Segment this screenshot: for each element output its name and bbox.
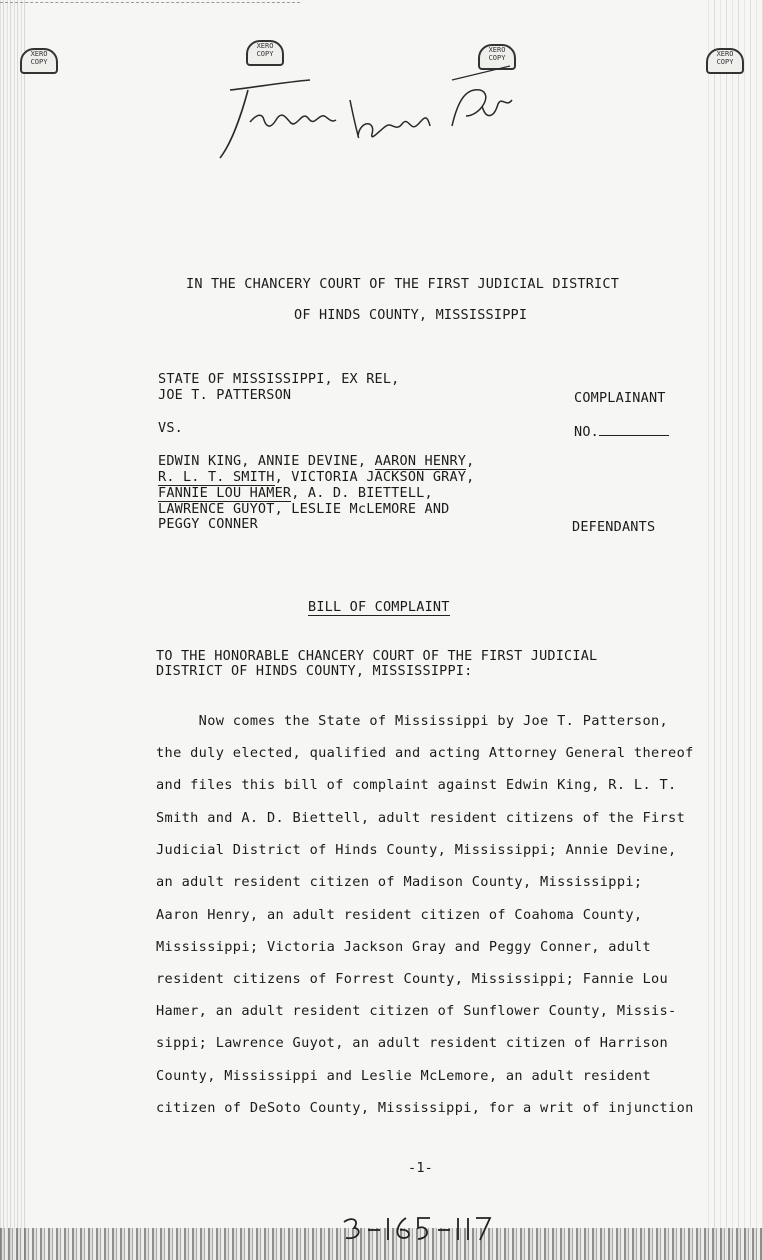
defendant-line-3: FANNIE LOU HAMER, A. D. BIETTELL, [158, 485, 433, 501]
body-line: Now comes the State of Mississippi by Joe T. Patterson, [156, 713, 669, 729]
body-line: sippi; Lawrence Guyot, an adult resident citizen of Harrison [156, 1035, 669, 1051]
body-line: Judicial District of Hinds County, Mississippi; Annie Devine, [156, 842, 677, 858]
page-number: -1- [408, 1160, 433, 1176]
body-line: an adult resident citizen of Madison County, Mississippi; [156, 874, 643, 890]
body-line: Hamer, an adult resident citizen of Sunflower County, Missis- [156, 1003, 677, 1019]
handwritten-annotation [190, 60, 520, 160]
body-line: Mississippi; Victoria Jackson Gray and Peggy Conner, adult [156, 939, 651, 955]
binder-clip-center-left: XERO COPY [246, 40, 284, 66]
versus-label: VS. [158, 420, 183, 436]
scan-top-dash [0, 2, 300, 3]
body-line: Aaron Henry, an adult resident citizen of Coahoma County, [156, 907, 643, 923]
binder-clip-left: XERO COPY [20, 48, 58, 74]
body-line: citizen of DeSoto County, Mississippi, for a writ of injunction [156, 1100, 694, 1116]
defendant-line-5: PEGGY CONNER [158, 516, 258, 532]
scan-edge-left [0, 0, 26, 1260]
address-line-2: DISTRICT OF HINDS COUNTY, MISSISSIPPI: [156, 663, 473, 679]
address-line-1: TO THE HONORABLE CHANCERY COURT OF THE FIRST JUDICIAL [156, 648, 598, 664]
body-line: resident citizens of Forrest County, Mississippi; Fannie Lou [156, 971, 669, 987]
defendants-label: DEFENDANTS [572, 519, 656, 535]
case-number-blank [599, 423, 669, 436]
plaintiff-line-2: JOE T. PATTERSON [158, 387, 292, 403]
body-line: Smith and A. D. Biettell, adult resident citizens of the First [156, 810, 686, 826]
body-line: the duly elected, qualified and acting Attorney General thereof [156, 745, 694, 761]
defendant-line-4: LAWRENCE GUYOT, LESLIE McLEMORE AND [158, 501, 450, 517]
defendant-line-2: R. L. T. SMITH, VICTORIA JACKSON GRAY, [158, 469, 475, 485]
handwritten-file-number [338, 1214, 498, 1244]
document-title: BILL OF COMPLAINT [308, 599, 450, 615]
defendant-line-1: EDWIN KING, ANNIE DEVINE, AARON HENRY, [158, 453, 475, 469]
plaintiff-line-1: STATE OF MISSISSIPPI, EX REL, [158, 371, 400, 387]
binder-clip-center-right: XERO COPY [478, 44, 516, 70]
binder-clip-right: XERO COPY [706, 48, 744, 74]
complainant-label: COMPLAINANT [574, 390, 666, 406]
scan-edge-right [703, 0, 763, 1260]
case-number-label: NO. [574, 424, 599, 440]
court-heading-line-1: IN THE CHANCERY COURT OF THE FIRST JUDICIAL DISTRICT [186, 276, 620, 292]
court-heading-line-2: OF HINDS COUNTY, MISSISSIPPI [294, 307, 528, 323]
case-number-field [574, 423, 669, 440]
body-line: County, Mississippi and Leslie McLemore, an adult resident [156, 1068, 651, 1084]
body-line: and files this bill of complaint against Edwin King, R. L. T. [156, 777, 677, 793]
